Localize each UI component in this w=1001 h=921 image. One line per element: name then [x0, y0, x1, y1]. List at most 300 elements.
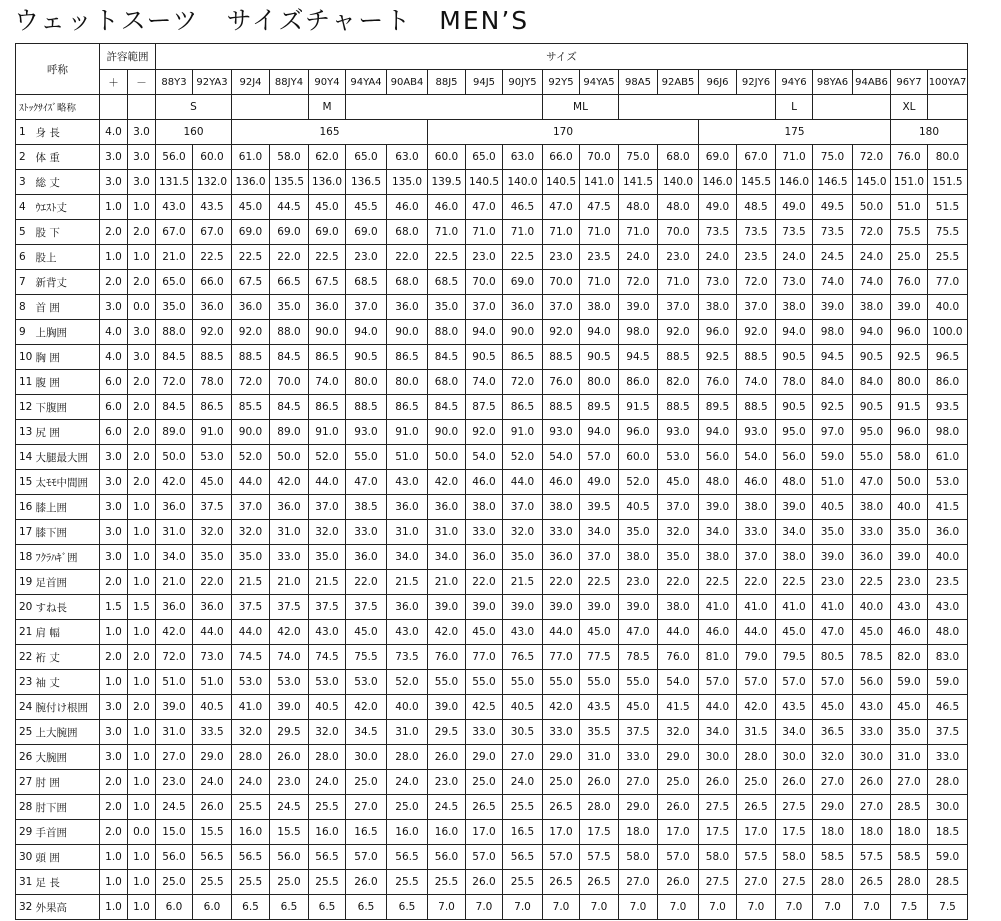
size-column-header: 94YA5: [580, 70, 619, 95]
measurement-cell: 15.5: [193, 820, 232, 845]
measurement-cell: 29.0: [813, 795, 853, 820]
measurement-cell: 33.0: [543, 520, 580, 545]
measurement-cell: 88.5: [232, 345, 270, 370]
measurement-cell: 55.0: [503, 670, 543, 695]
measurement-cell: 21.0: [156, 245, 193, 270]
measurement-cell: 78.5: [853, 645, 891, 670]
measurement-cell: 136.0: [232, 170, 270, 195]
measurement-cell: 38.0: [658, 595, 699, 620]
table-row: [16, 870, 968, 895]
measurement-cell: 79.0: [737, 645, 776, 670]
measurement-cell: 36.0: [387, 495, 428, 520]
row-label: 外果高: [34, 895, 100, 920]
row-label: 肘下囲: [34, 795, 100, 820]
row-label: 太ﾓﾓ中間囲: [34, 470, 100, 495]
measurement-cell: 29.0: [466, 745, 503, 770]
measurement-cell: 57.0: [658, 845, 699, 870]
measurement-cell: 94.0: [580, 420, 619, 445]
size-column-header: 92AB5: [658, 70, 699, 95]
tolerance-minus: 1.0: [128, 745, 156, 770]
measurement-cell: 86.0: [619, 370, 658, 395]
measurement-cell: 56.5: [309, 845, 346, 870]
row-label: 手首囲: [34, 820, 100, 845]
stock-abbr-label: ｽﾄｯｸｻｲｽﾞ略称: [16, 95, 100, 120]
measurement-cell: 41.0: [813, 595, 853, 620]
measurement-cell: 55.0: [619, 670, 658, 695]
measurement-cell: 88.5: [737, 395, 776, 420]
measurement-cell: 90.0: [503, 320, 543, 345]
tolerance-plus: 1.0: [100, 845, 128, 870]
measurement-cell: 40.0: [853, 595, 891, 620]
measurement-cell: 68.0: [387, 270, 428, 295]
measurement-cell: 88.5: [543, 345, 580, 370]
measurement-cell: 18.0: [813, 820, 853, 845]
measurement-cell: 45.0: [193, 470, 232, 495]
measurement-cell: 57.5: [853, 845, 891, 870]
measurement-cell: 73.5: [387, 645, 428, 670]
measurement-cell: 33.0: [466, 520, 503, 545]
tolerance-plus: 6.0: [100, 420, 128, 445]
measurement-cell: 24.0: [619, 245, 658, 270]
measurement-cell: 47.0: [619, 620, 658, 645]
measurement-cell: 90.5: [776, 345, 813, 370]
measurement-cell: 41.0: [737, 595, 776, 620]
measurement-cell: 38.0: [737, 495, 776, 520]
measurement-cell: 98.0: [928, 420, 968, 445]
measurement-cell: 22.5: [232, 245, 270, 270]
measurement-cell: 80.0: [891, 370, 928, 395]
table-row: [16, 145, 968, 170]
measurement-cell: 28.5: [928, 870, 968, 895]
measurement-cell: 44.0: [232, 620, 270, 645]
measurement-cell: 94.5: [813, 345, 853, 370]
measurement-cell: 22.0: [543, 570, 580, 595]
row-label: 大腿最大囲: [34, 445, 100, 470]
measurement-cell: 24.5: [813, 245, 853, 270]
measurement-cell: 141.5: [619, 170, 658, 195]
measurement-cell: 43.5: [193, 195, 232, 220]
measurement-cell: 70.0: [466, 270, 503, 295]
measurement-cell: 52.0: [619, 470, 658, 495]
table-row: [16, 745, 968, 770]
measurement-cell: 91.5: [891, 395, 928, 420]
measurement-cell: 33.0: [543, 720, 580, 745]
measurement-cell: 37.0: [658, 295, 699, 320]
measurement-cell: 21.5: [232, 570, 270, 595]
table-row: [16, 370, 968, 395]
row-number: 13: [16, 420, 34, 445]
measurement-cell: 46.0: [699, 620, 737, 645]
measurement-cell: 24.0: [193, 770, 232, 795]
measurement-cell: 45.0: [658, 470, 699, 495]
measurement-cell: 53.0: [232, 670, 270, 695]
measurement-cell: 55.0: [853, 445, 891, 470]
measurement-cell: 34.0: [387, 545, 428, 570]
tolerance-plus: 2.0: [100, 645, 128, 670]
measurement-cell: 36.0: [309, 295, 346, 320]
measurement-cell: 90.0: [232, 420, 270, 445]
measurement-cell: 55.0: [580, 670, 619, 695]
measurement-cell: 25.5: [232, 795, 270, 820]
tolerance-plus: 3.0: [100, 495, 128, 520]
measurement-cell: 46.0: [891, 620, 928, 645]
measurement-cell: 92.0: [658, 320, 699, 345]
measurement-cell: 54.0: [466, 445, 503, 470]
measurement-cell: 26.0: [658, 795, 699, 820]
measurement-cell: 23.0: [466, 245, 503, 270]
measurement-cell: 84.0: [853, 370, 891, 395]
measurement-cell: 44.0: [658, 620, 699, 645]
measurement-cell: 65.0: [156, 270, 193, 295]
tolerance-plus: 3.0: [100, 745, 128, 770]
measurement-cell: 84.0: [813, 370, 853, 395]
measurement-cell: 16.5: [346, 820, 387, 845]
measurement-cell: 57.0: [776, 670, 813, 695]
measurement-cell: 39.0: [776, 495, 813, 520]
measurement-cell: 68.0: [428, 370, 466, 395]
measurement-cell: 30.0: [346, 745, 387, 770]
measurement-cell: 36.0: [156, 495, 193, 520]
measurement-cell: 37.0: [658, 495, 699, 520]
measurement-cell: 41.0: [776, 595, 813, 620]
measurement-cell: 37.0: [580, 545, 619, 570]
measurement-cell: 43.0: [387, 620, 428, 645]
measurement-cell: 36.0: [156, 595, 193, 620]
measurement-cell: 7.0: [813, 895, 853, 920]
measurement-cell: 25.0: [737, 770, 776, 795]
measurement-cell: 140.5: [466, 170, 503, 195]
measurement-cell: 52.0: [232, 445, 270, 470]
measurement-cell: 76.0: [699, 370, 737, 395]
measurement-cell: 26.0: [776, 770, 813, 795]
measurement-cell: 34.0: [699, 520, 737, 545]
measurement-cell: 96.5: [928, 345, 968, 370]
measurement-cell: 33.0: [737, 520, 776, 545]
measurement-cell: 32.0: [193, 520, 232, 545]
measurement-cell: 76.0: [543, 370, 580, 395]
measurement-cell: 55.0: [346, 445, 387, 470]
measurement-cell: 37.0: [346, 295, 387, 320]
measurement-cell: 36.0: [503, 295, 543, 320]
measurement-cell: 37.0: [737, 295, 776, 320]
measurement-cell: 146.0: [776, 170, 813, 195]
measurement-cell: 35.0: [156, 295, 193, 320]
measurement-cell: 39.0: [891, 545, 928, 570]
row-label: ﾌｸﾗﾊｷﾞ囲: [34, 545, 100, 570]
tolerance-plus: 1.0: [100, 895, 128, 920]
table-row: [16, 345, 968, 370]
measurement-cell: 94.0: [466, 320, 503, 345]
measurement-cell: 97.0: [813, 420, 853, 445]
measurement-cell: 26.0: [428, 745, 466, 770]
measurement-cell: 26.0: [580, 770, 619, 795]
measurement-cell: 44.0: [193, 620, 232, 645]
row-number: 1: [16, 120, 34, 145]
measurement-cell: 42.0: [346, 695, 387, 720]
measurement-cell: 82.0: [891, 645, 928, 670]
measurement-cell: 71.0: [428, 220, 466, 245]
size-column-header: 100YA7: [928, 70, 968, 95]
row-label: 足 長: [34, 870, 100, 895]
measurement-cell: 76.0: [658, 645, 699, 670]
measurement-cell: 22.0: [387, 245, 428, 270]
measurement-cell: 37.5: [193, 495, 232, 520]
measurement-cell: 37.5: [232, 595, 270, 620]
measurement-cell: 46.0: [466, 470, 503, 495]
measurement-cell: 29.0: [543, 745, 580, 770]
measurement-cell: 31.5: [737, 720, 776, 745]
measurement-cell: 17.0: [543, 820, 580, 845]
measurement-cell: 84.5: [270, 395, 309, 420]
measurement-cell: 98.0: [813, 320, 853, 345]
measurement-cell: 73.5: [776, 220, 813, 245]
measurement-cell: 80.0: [580, 370, 619, 395]
measurement-cell: 34.0: [428, 545, 466, 570]
row-number: 5: [16, 220, 34, 245]
measurement-cell: 7.0: [853, 895, 891, 920]
measurement-cell: 23.5: [580, 245, 619, 270]
measurement-cell: 18.0: [853, 820, 891, 845]
height-group-cell: 170: [428, 120, 699, 145]
row-label: 膝下囲: [34, 520, 100, 545]
measurement-cell: 139.5: [428, 170, 466, 195]
measurement-cell: 35.5: [580, 720, 619, 745]
measurement-cell: 135.5: [270, 170, 309, 195]
measurement-cell: 34.0: [776, 720, 813, 745]
measurement-cell: 34.0: [156, 545, 193, 570]
row-label: 袖 丈: [34, 670, 100, 695]
row-number: 32: [16, 895, 34, 920]
measurement-cell: 24.5: [428, 795, 466, 820]
measurement-cell: 88.5: [737, 345, 776, 370]
size-column-header: 90JY5: [503, 70, 543, 95]
row-number: 21: [16, 620, 34, 645]
measurement-cell: 44.5: [270, 195, 309, 220]
measurement-cell: 43.0: [309, 620, 346, 645]
measurement-cell: 92.5: [813, 395, 853, 420]
row-number: 17: [16, 520, 34, 545]
measurement-cell: 23.5: [737, 245, 776, 270]
measurement-cell: 15.5: [270, 820, 309, 845]
measurement-cell: 44.0: [699, 695, 737, 720]
size-column-header: 90AB4: [387, 70, 428, 95]
tolerance-minus: 3.0: [128, 320, 156, 345]
size-column-header: 96J6: [699, 70, 737, 95]
measurement-cell: 31.0: [580, 745, 619, 770]
table-row: [16, 195, 968, 220]
measurement-cell: 33.0: [928, 745, 968, 770]
measurement-cell: 36.0: [387, 295, 428, 320]
measurement-cell: 56.0: [853, 670, 891, 695]
table-row: [16, 670, 968, 695]
tolerance-minus: 3.0: [128, 170, 156, 195]
row-number: 28: [16, 795, 34, 820]
measurement-cell: 23.0: [619, 570, 658, 595]
measurement-cell: 71.0: [580, 220, 619, 245]
measurement-cell: 96.0: [891, 320, 928, 345]
measurement-cell: 28.5: [891, 795, 928, 820]
measurement-cell: 32.0: [658, 720, 699, 745]
size-column-header: 94Y6: [776, 70, 813, 95]
size-column-header: 88Y3: [156, 70, 193, 95]
measurement-cell: 42.5: [466, 695, 503, 720]
tolerance-plus: 3.0: [100, 145, 128, 170]
measurement-cell: 92.0: [466, 420, 503, 445]
measurement-cell: 24.0: [699, 245, 737, 270]
measurement-cell: 52.0: [503, 445, 543, 470]
table-row: [16, 445, 968, 470]
size-chart-table: [15, 43, 968, 920]
measurement-cell: 7.0: [776, 895, 813, 920]
measurement-cell: 33.0: [346, 520, 387, 545]
measurement-cell: 23.0: [270, 770, 309, 795]
table-row: [16, 270, 968, 295]
table-row: [16, 595, 968, 620]
measurement-cell: 25.0: [658, 770, 699, 795]
measurement-cell: 45.0: [619, 695, 658, 720]
size-column-header: 90Y4: [309, 70, 346, 95]
measurement-cell: 70.0: [543, 270, 580, 295]
measurement-cell: 34.5: [346, 720, 387, 745]
size-column-header: 92YA3: [193, 70, 232, 95]
measurement-cell: 70.0: [658, 220, 699, 245]
tolerance-plus: 4.0: [100, 320, 128, 345]
measurement-cell: 45.0: [346, 620, 387, 645]
measurement-cell: 28.0: [387, 745, 428, 770]
table-row: [16, 245, 968, 270]
measurement-cell: 53.0: [309, 670, 346, 695]
measurement-cell: 16.0: [387, 820, 428, 845]
measurement-cell: 26.0: [699, 770, 737, 795]
measurement-cell: 21.0: [270, 570, 309, 595]
measurement-cell: 140.0: [658, 170, 699, 195]
plus-header: ＋: [100, 70, 128, 95]
measurement-cell: 59.0: [891, 670, 928, 695]
measurement-cell: 49.0: [699, 195, 737, 220]
measurement-cell: 43.0: [503, 620, 543, 645]
table-row: [16, 845, 968, 870]
measurement-cell: 43.5: [580, 695, 619, 720]
measurement-cell: 42.0: [270, 620, 309, 645]
measurement-cell: 37.0: [503, 495, 543, 520]
row-number: 23: [16, 670, 34, 695]
tolerance-plus: 4.0: [100, 345, 128, 370]
measurement-cell: 51.0: [156, 670, 193, 695]
measurement-cell: 51.0: [387, 445, 428, 470]
stock-abbr-cell: M: [309, 95, 346, 120]
tolerance-plus: 1.0: [100, 670, 128, 695]
measurement-cell: 45.0: [776, 620, 813, 645]
measurement-cell: 38.0: [776, 295, 813, 320]
measurement-cell: 93.5: [928, 395, 968, 420]
measurement-cell: 90.5: [466, 345, 503, 370]
measurement-cell: 22.5: [428, 245, 466, 270]
tolerance-minus: 1.0: [128, 195, 156, 220]
measurement-cell: 24.0: [232, 770, 270, 795]
measurement-cell: 35.0: [309, 545, 346, 570]
measurement-cell: 28.0: [232, 745, 270, 770]
measurement-cell: 30.0: [853, 745, 891, 770]
measurement-cell: 145.5: [737, 170, 776, 195]
row-number: 15: [16, 470, 34, 495]
row-number: 25: [16, 720, 34, 745]
measurement-cell: 6.5: [232, 895, 270, 920]
measurement-cell: 94.0: [853, 320, 891, 345]
measurement-cell: 74.0: [737, 370, 776, 395]
measurement-cell: 7.0: [737, 895, 776, 920]
measurement-cell: 21.5: [387, 570, 428, 595]
measurement-cell: 54.0: [658, 670, 699, 695]
measurement-cell: 75.5: [346, 645, 387, 670]
tolerance-minus: 2.0: [128, 370, 156, 395]
measurement-cell: 39.0: [813, 545, 853, 570]
measurement-cell: 96.0: [619, 420, 658, 445]
measurement-cell: 27.0: [619, 770, 658, 795]
row-number: 19: [16, 570, 34, 595]
measurement-cell: 58.5: [813, 845, 853, 870]
row-label: ｳｴｽﾄ丈: [34, 195, 100, 220]
measurement-cell: 39.0: [543, 595, 580, 620]
row-number: 12: [16, 395, 34, 420]
measurement-cell: 56.5: [503, 845, 543, 870]
measurement-cell: 69.0: [346, 220, 387, 245]
measurement-cell: 43.0: [928, 595, 968, 620]
measurement-cell: 29.0: [619, 795, 658, 820]
measurement-cell: 44.0: [503, 470, 543, 495]
measurement-cell: 43.0: [853, 695, 891, 720]
measurement-cell: 16.0: [232, 820, 270, 845]
measurement-cell: 90.5: [346, 345, 387, 370]
measurement-cell: 25.5: [309, 870, 346, 895]
measurement-cell: 76.0: [891, 145, 928, 170]
stock-abbr-cell: ML: [543, 95, 619, 120]
measurement-cell: 68.5: [346, 270, 387, 295]
measurement-cell: 7.0: [543, 895, 580, 920]
row-label: 上胸囲: [34, 320, 100, 345]
tolerance-plus: 3.0: [100, 470, 128, 495]
measurement-cell: 72.0: [853, 145, 891, 170]
tolerance-minus: 2.0: [128, 695, 156, 720]
size-column-header: 94YA4: [346, 70, 387, 95]
row-number: 27: [16, 770, 34, 795]
measurement-cell: 36.0: [428, 495, 466, 520]
row-number: 20: [16, 595, 34, 620]
measurement-cell: 65.0: [346, 145, 387, 170]
measurement-cell: 67.5: [232, 270, 270, 295]
measurement-cell: 100.0: [928, 320, 968, 345]
row-label: 首 囲: [34, 295, 100, 320]
measurement-cell: 40.0: [928, 295, 968, 320]
measurement-cell: 26.5: [543, 870, 580, 895]
tolerance-plus: 1.0: [100, 620, 128, 645]
measurement-cell: 54.0: [543, 445, 580, 470]
measurement-cell: 136.0: [309, 170, 346, 195]
measurement-cell: 24.5: [156, 795, 193, 820]
measurement-cell: 54.0: [737, 445, 776, 470]
measurement-cell: 51.5: [928, 195, 968, 220]
measurement-cell: 23.0: [813, 570, 853, 595]
size-column-header: 92Y5: [543, 70, 580, 95]
measurement-cell: 48.0: [658, 195, 699, 220]
measurement-cell: 27.0: [737, 870, 776, 895]
measurement-cell: 87.5: [466, 395, 503, 420]
measurement-cell: 35.0: [270, 295, 309, 320]
tolerance-plus: 3.0: [100, 695, 128, 720]
measurement-cell: 131.5: [156, 170, 193, 195]
measurement-cell: 44.0: [543, 620, 580, 645]
measurement-cell: 22.5: [580, 570, 619, 595]
measurement-cell: 94.5: [619, 345, 658, 370]
